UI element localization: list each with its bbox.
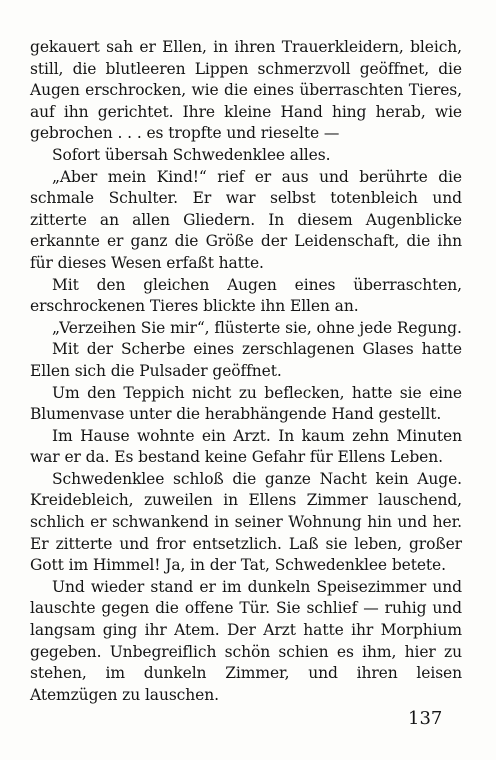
paragraph: Mit der Scherbe eines zerschlagenen Glases hatte Ellen sich die Pulsader geöffnet. [30,340,462,380]
body-text [30,37,462,706]
paragraph: Und wieder stand er im dunkeln Speisezimmer und lauschte gegen die offene Tür. Sie schlief — ruhig und langsam ging ihr Atem. Der Arzt hatte ihr Morphium gegeben. Unbegreiflich schön schien es ihm, hier zu stehen, im dunkeln Zimmer, und ihren leisen Atemzügen zu lauschen. [30,577,462,704]
paragraph: Sofort übersah Schwedenklee alles. [52,145,331,164]
paragraph: „Verzeihen Sie mir“, flüsterte sie, ohne jede Regung. [52,318,462,337]
paragraph: Schwedenklee schloß die ganze Nacht kein Auge. Kreidebleich, zuweilen in Ellens Zimmer lauschend, schlich er schwankend in seiner Wohnung hin und her. Er zitterte und fror entsetzlich. Laß sie leben, großer Gott im Himmel! Ja, in der Tat, Schwedenklee betete. [30,469,462,575]
paragraph: Um den Teppich nicht zu beflecken, hatte sie eine Blumenvase unter die herabhängende Hand gestellt. [30,383,462,424]
paragraph: „Aber mein Kind!“ rief er aus und berührte die schmale Schulter. Er war selbst totenbleich und zitterte an allen Gliedern. In diesem Augenblicke erkannte er ganz die Größe der Leidenschaft, die ihn für dieses Wesen erfaßt hatte. [30,167,462,272]
page-number: 137 [408,708,443,729]
paragraph: Mit den gleichen Augen eines überraschten, erschrockenen Tieres blickte ihn Ellen an. [30,275,462,316]
paragraph: Im Hause wohnte ein Arzt. In kaum zehn Minuten war er da. Es bestand keine Gefahr für Ellens Leben. [30,426,462,467]
paragraph: gekauert sah er Ellen, in ihren Trauerkleidern, bleich, still, die blutleeren Lippen schmerzvoll geöffnet, die Augen erschrocken, wie die eines überraschten Tieres, auf ihn gerichtet. Ihre kleine Hand hing herab, wie gebrochen . . . es tropfte und rieselte — [30,38,462,143]
